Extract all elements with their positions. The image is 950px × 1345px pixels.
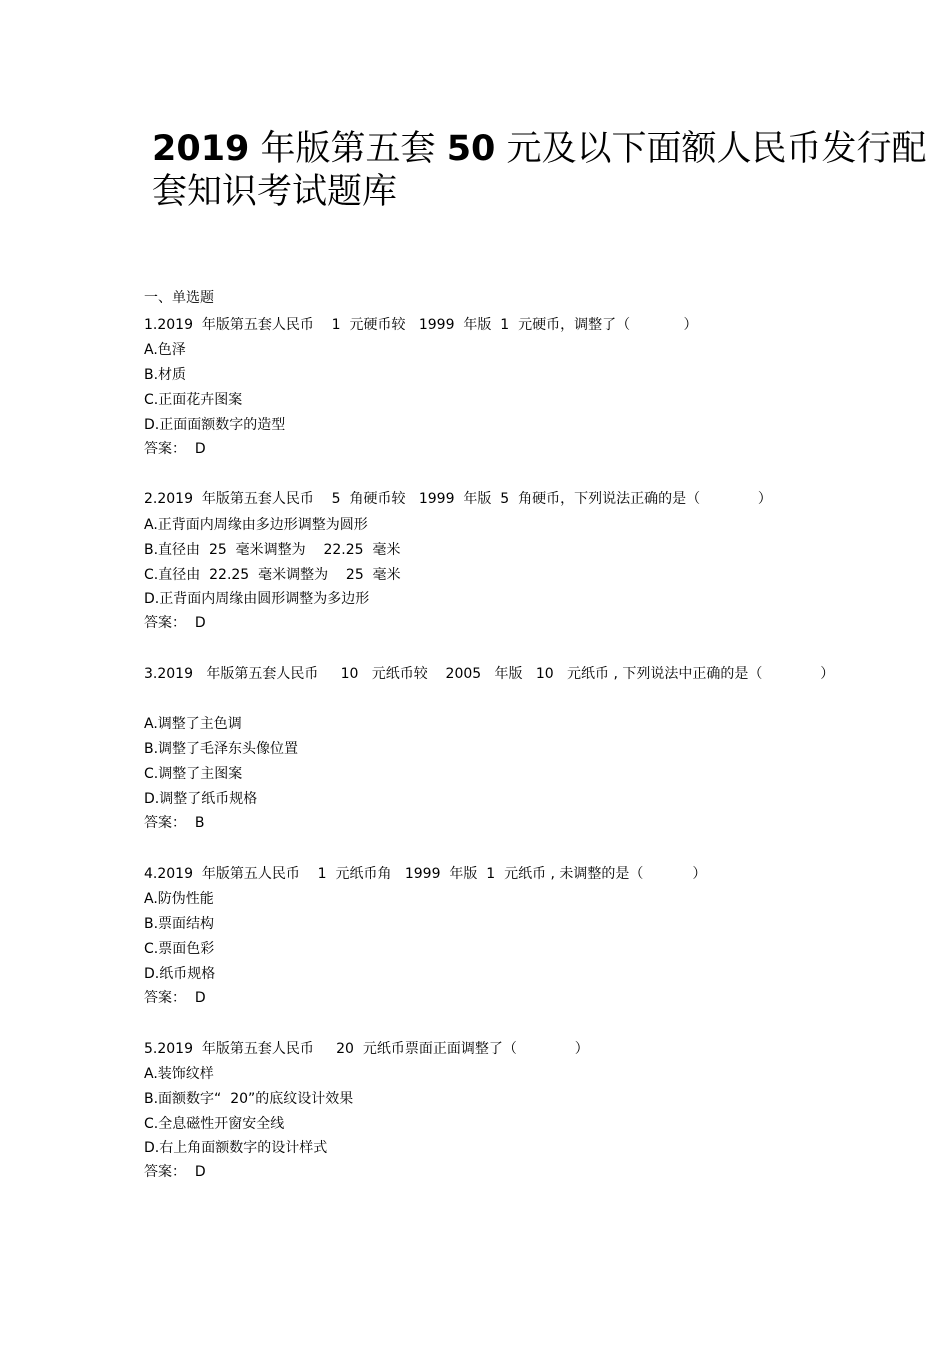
- option-c: C.直径由 22.25 毫米调整为 25 毫米: [144, 567, 401, 583]
- question-stem: 2.2019 年版第五套人民币 5 角硬币较 1999 年版 5 角硬币，下列说法正确的是（ ）: [144, 491, 772, 507]
- title-year: 2019: [152, 129, 250, 169]
- title-denomination: 50: [446, 129, 496, 169]
- option-d: D.右上角面额数字的设计样式: [144, 1140, 328, 1156]
- question-stem: 5.2019 年版第五套人民币 20 元纸币票面正面调整了（ ）: [144, 1041, 589, 1057]
- option-b: B.材质: [144, 367, 187, 383]
- question-stem: 1.2019 年版第五套人民币 1 元硬币较 1999 年版 1 元硬币，调整了（ ）: [144, 317, 698, 333]
- option-c: C.正面花卉图案: [144, 392, 243, 408]
- option-d: D.调整了纸币规格: [144, 791, 258, 807]
- answer: 答案： B: [144, 815, 205, 831]
- option-b: B.直径由 25 毫米调整为 22.25 毫米: [144, 542, 401, 558]
- question-stem: 3.2019 年版第五套人民币 10 元纸币较 2005 年版 10 元纸币 , 下列说法中正确的是（ ）: [144, 666, 835, 682]
- option-c: C.全息磁性开窗安全线: [144, 1116, 285, 1132]
- option-b: B.调整了毛泽东头像位置: [144, 741, 299, 757]
- option-a: A.防伪性能: [144, 891, 214, 907]
- option-a: A.调整了主色调: [144, 716, 242, 732]
- document-title: [152, 128, 950, 214]
- answer: 答案： D: [144, 441, 206, 457]
- option-b: B.票面结构: [144, 916, 215, 932]
- option-c: C.调整了主图案: [144, 766, 243, 782]
- question-stem: 4.2019 年版第五人民币 1 元纸币角 1999 年版 1 元纸币 , 未调整的是（ ）: [144, 866, 707, 882]
- answer: 答案： D: [144, 990, 206, 1006]
- answer: 答案： D: [144, 1164, 206, 1180]
- option-d: D.正背面内周缘由圆形调整为多边形: [144, 591, 370, 607]
- title-text-2: 元及以下面额人民币发行配套知识考试题库: [152, 129, 927, 212]
- option-a: A.装饰纹样: [144, 1066, 214, 1082]
- option-d: D.正面面额数字的造型: [144, 417, 286, 433]
- option-c: C.票面色彩: [144, 941, 215, 957]
- answer: 答案： D: [144, 615, 206, 631]
- option-d: D.纸币规格: [144, 966, 216, 982]
- option-a: A.正背面内周缘由多边形调整为圆形: [144, 517, 368, 533]
- section-heading: 一、单选题: [144, 290, 214, 306]
- option-a: A.色泽: [144, 342, 186, 358]
- title-text-1: 年版第五套: [249, 129, 447, 169]
- option-b: B.面额数字“ 20”的底纹设计效果: [144, 1091, 354, 1107]
